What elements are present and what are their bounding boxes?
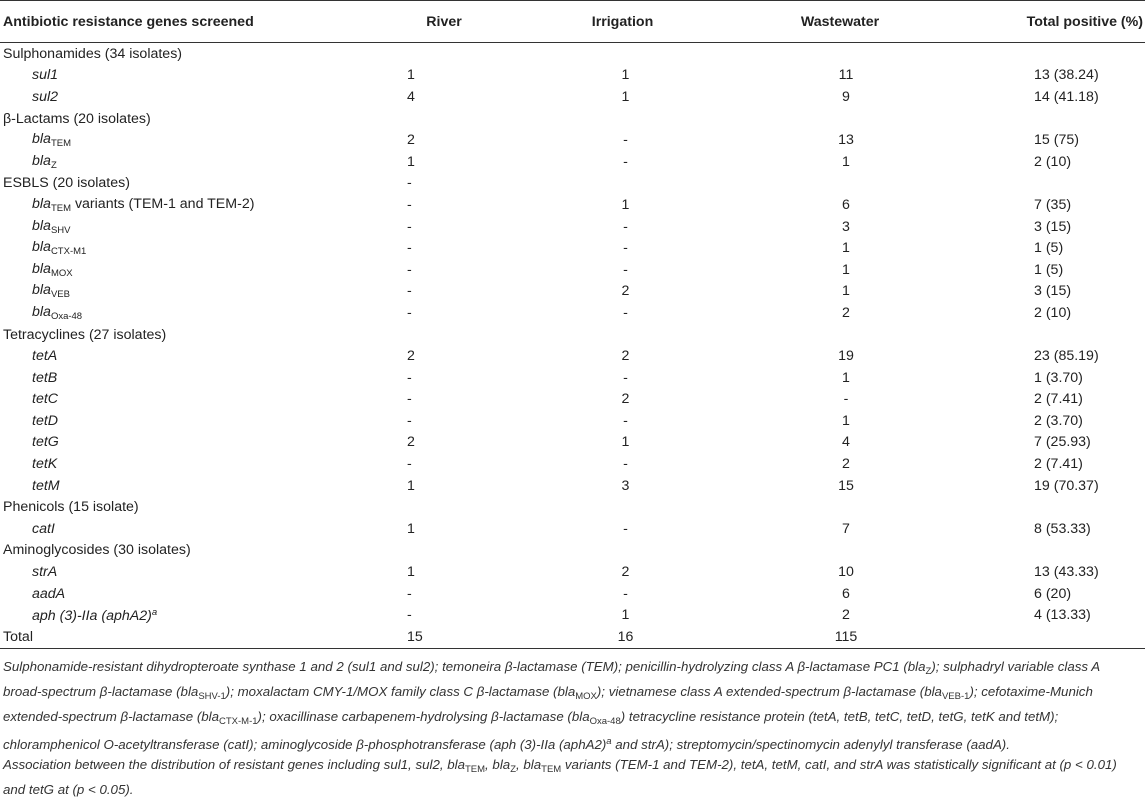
total-positive: 2 (10) (1034, 153, 1072, 170)
river-count: 4 (407, 88, 415, 105)
wastewater-count: 3 (842, 218, 850, 235)
irrigation-count: 1 (621, 88, 630, 105)
header-genes: Antibiotic resistance genes screened (3, 13, 254, 30)
irrigation-count: - (623, 456, 628, 473)
group-label: Aminoglycosides (30 isolates) (3, 542, 191, 559)
wastewater-count: 2 (842, 456, 850, 473)
table-footnote: Sulphonamide-resistant dihydropteroate synthase 1 and 2 (sul1 and sul2); temoneira β-lactamase (TEM); penicillin-hydrolyzing class A β-lactamase PC1 (bla$_Z$); sulphadryl variable class A broad-spectrum β-lactamase (bla$_{SHV-1}$); moxalactam CMY-1/MOX family class C β-lactamase (bla$_{MOX}$); vietnamese class A extended-spectrum β-lactamase (bla$_{VEB-1}$); cefotaxime-Munich extended-spectrum β-lactamase (bla$_{CTX-M-1}$); oxacillinase carbapenem-hydrolysing β-lactamase (bla$_{Oxa-48}$) tetracycline resistance protein (tetA, tetB, tetC, tetD, tetG, tetK and tetM); chloramphenicol O-acetyltransferase (catI); aminoglycoside β-phosphotransferase (aph (3)-IIa (aphA2)$^a$ and strA); streptomycin/spectinomycin adenylyl transferase (aadA). Association between the distribution of resistant genes including sul1, sul2, bla$_{TEM}$, bla$_Z$, bla$_{TEM}$ variants (TEM-1 and TEM-2), tetA, tetM, catI, and strA was statistically significant at (p < 0.01) and tetG at (p < 0.05). (3, 659, 1117, 797)
group-row-sulphonamides (0, 43, 1145, 65)
total-positive: 2 (3.70) (1034, 412, 1083, 429)
wastewater-count: 15 (838, 477, 854, 494)
gene-name: sul2 (32, 88, 59, 105)
table-row (0, 518, 1145, 540)
total-positive: 7 (35) (1034, 196, 1072, 213)
irrigation-count: - (623, 132, 628, 149)
river-count: - (407, 456, 412, 473)
river-count: 1 (407, 153, 415, 170)
irrigation-total: 16 (617, 628, 634, 645)
river-total: 15 (407, 628, 423, 645)
header-irrigation: Irrigation (591, 13, 654, 30)
wastewater-count: 6 (842, 585, 850, 602)
irrigation-count: 1 (621, 196, 630, 213)
gene-name: bla$_{TEM}$ (32, 131, 71, 150)
irrigation-count: 2 (621, 391, 630, 408)
wastewater-count: 11 (838, 67, 854, 84)
gene-name: tetB (32, 369, 58, 386)
wastewater-total: 115 (834, 628, 858, 645)
wastewater-count: 9 (842, 88, 850, 105)
river-count: - (407, 412, 412, 429)
total-positive: 15 (75) (1034, 132, 1079, 149)
gene-name: bla$_{SHV}$ (32, 217, 71, 236)
table-row (0, 561, 1145, 583)
river-count: - (407, 304, 412, 321)
river-count: - (407, 585, 412, 602)
wastewater-count: - (843, 391, 849, 408)
gene-name: bla$_{VEB}$ (32, 282, 70, 301)
irrigation-count: 1 (621, 434, 630, 451)
table-row (0, 237, 1145, 259)
group-row-aminoglycosides (0, 540, 1145, 562)
wastewater-count: 2 (842, 607, 850, 624)
river-count: - (407, 391, 412, 408)
table-row (0, 216, 1145, 238)
group-row-phenicols (0, 496, 1145, 518)
river-count: 1 (407, 477, 415, 494)
total-positive: 1 (5) (1034, 240, 1064, 257)
gene-name: sul1 (32, 67, 59, 84)
table-row (0, 281, 1145, 303)
irrigation-count: - (623, 261, 628, 278)
wastewater-count: 1 (842, 261, 850, 278)
wastewater-count: 1 (842, 240, 850, 257)
header-row (0, 1, 1145, 43)
river-count: - (407, 369, 412, 386)
irrigation-count: 2 (621, 283, 630, 300)
river-count: - (407, 218, 412, 235)
river-count: 2 (407, 132, 415, 149)
total-positive: 2 (7.41) (1034, 391, 1083, 408)
river-count: 1 (407, 564, 415, 581)
irrigation-count: - (623, 240, 628, 257)
total-label: Total (3, 628, 33, 645)
wastewater-count: 7 (842, 520, 850, 537)
total-positive: 6 (20) (1034, 585, 1072, 602)
gene-name: strA (32, 564, 58, 581)
total-positive: 23 (85.19) (1034, 348, 1099, 365)
gene-name: bla$_Z$ (32, 152, 57, 171)
wastewater-count: 6 (842, 196, 850, 213)
total-positive: 13 (38.24) (1034, 67, 1099, 84)
river-count: 1 (407, 67, 415, 84)
wastewater-count: 1 (842, 369, 850, 386)
irrigation-count: - (623, 520, 628, 537)
table-row (0, 151, 1145, 173)
wastewater-count: 4 (842, 434, 850, 451)
river-count: 1 (407, 520, 415, 537)
irrigation-count: 2 (621, 348, 630, 365)
gene-name: bla$_{MOX}$ (32, 260, 73, 279)
group-label: Tetracyclines (27 isolates) (3, 326, 167, 343)
gene-name: tetA (32, 348, 58, 365)
table-row (0, 583, 1145, 605)
table-row (0, 259, 1145, 281)
gene-name: tetC (32, 391, 59, 408)
gene-name: catI (32, 520, 55, 537)
gene-name: tetG (32, 434, 59, 451)
irrigation-count: - (623, 412, 628, 429)
table-row (0, 129, 1145, 151)
table-row (0, 475, 1145, 497)
group-row-esbls (0, 173, 1145, 195)
group-row-beta-lactams (0, 108, 1145, 130)
gene-name: aph (3)-IIa (aphA2)$^a$ (32, 606, 158, 624)
group-row-tetracyclines (0, 324, 1145, 346)
group-label: ESBLS (20 isolates) (3, 175, 130, 192)
total-positive: 13 (43.33) (1034, 564, 1099, 581)
total-positive: 14 (41.18) (1034, 88, 1099, 105)
total-positive: 7 (25.93) (1034, 434, 1091, 451)
irrigation-count: 2 (621, 564, 630, 581)
table-row (0, 410, 1145, 432)
river-count: 2 (407, 348, 415, 365)
total-row (0, 626, 1145, 648)
gene-name: bla$_{CTX-M1}$ (32, 239, 87, 258)
river-count: - (407, 196, 412, 213)
total-positive: 2 (10) (1034, 304, 1072, 321)
total-positive: 1 (5) (1034, 261, 1064, 278)
group-label: β-Lactams (20 isolates) (3, 110, 151, 127)
table-row (0, 302, 1145, 324)
header-total: Total positive (%) (1026, 13, 1143, 30)
table-row (0, 453, 1145, 475)
table-row (0, 389, 1145, 411)
wastewater-count: 1 (842, 283, 850, 300)
total-positive: 3 (15) (1034, 283, 1072, 300)
total-positive: 19 (70.37) (1034, 477, 1099, 494)
group-label: Phenicols (15 isolate) (3, 499, 139, 516)
river-count: - (407, 261, 412, 278)
gene-name: bla$_{TEM}$ variants (TEM-1 and TEM-2) (32, 195, 255, 214)
table-row (0, 194, 1145, 216)
wastewater-count: 13 (838, 132, 854, 149)
total-positive: 8 (53.33) (1034, 520, 1091, 537)
gene-name: bla$_{Oxa-48}$ (32, 303, 83, 322)
irrigation-count: - (623, 369, 628, 386)
irrigation-count: - (623, 218, 628, 235)
irrigation-count: 1 (621, 607, 630, 624)
table-row (0, 86, 1145, 108)
wastewater-count: 1 (842, 412, 850, 429)
total-positive: 4 (13.33) (1034, 607, 1091, 624)
river-count: - (407, 240, 412, 257)
irrigation-count: - (623, 304, 628, 321)
river-count: - (407, 283, 412, 300)
table-row (0, 65, 1145, 87)
wastewater-count: 10 (838, 564, 854, 581)
wastewater-count: 2 (842, 304, 850, 321)
wastewater-count: 1 (842, 153, 850, 170)
gene-name: aadA (32, 585, 66, 602)
irrigation-count: - (623, 153, 628, 170)
table-row (0, 432, 1145, 454)
irrigation-count: - (623, 585, 628, 602)
group-label: Sulphonamides (34 isolates) (3, 45, 183, 62)
irrigation-count: 3 (621, 477, 630, 494)
gene-name: tetM (32, 477, 60, 494)
table-row (0, 345, 1145, 367)
gene-name: tetK (32, 456, 58, 473)
irrigation-count: 1 (621, 67, 630, 84)
wastewater-count: 19 (838, 348, 854, 365)
table-row (0, 367, 1145, 389)
river-count: - (407, 175, 412, 192)
header-river: River (426, 13, 462, 30)
river-count: 2 (407, 434, 415, 451)
total-positive: 1 (3.70) (1034, 369, 1083, 386)
table-row (0, 604, 1145, 626)
header-wastewater: Wastewater (800, 13, 880, 30)
gene-name: tetD (32, 412, 59, 429)
total-positive: 3 (15) (1034, 218, 1072, 235)
total-positive: 2 (7.41) (1034, 456, 1083, 473)
river-count: - (407, 607, 412, 624)
